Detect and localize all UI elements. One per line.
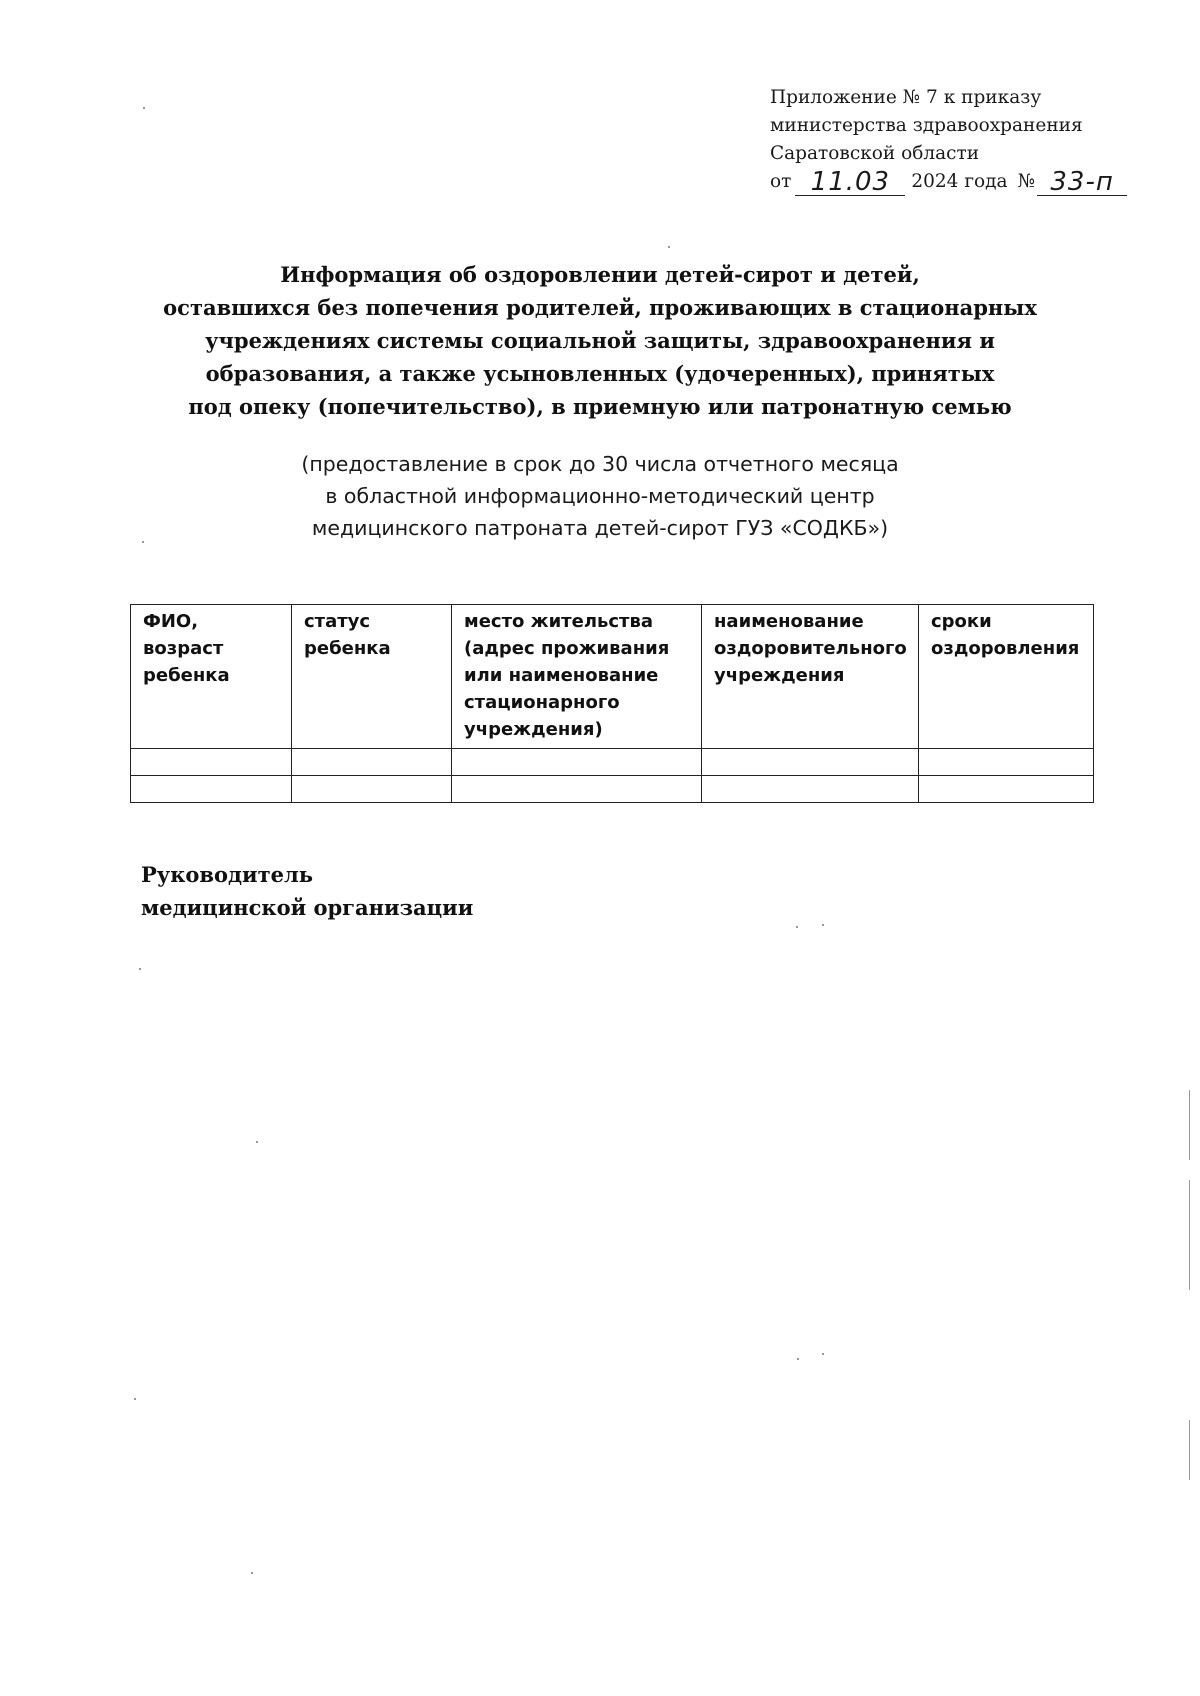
table-cell[interactable] <box>131 749 292 776</box>
table-header-row <box>131 605 1094 749</box>
header-text: ребенка <box>304 638 391 659</box>
table-row <box>131 776 1094 803</box>
scan-speck <box>796 926 798 928</box>
header-text: стационарного <box>464 692 620 713</box>
header-name-age <box>131 605 292 749</box>
table-row <box>131 749 1094 776</box>
table-cell[interactable] <box>702 776 919 803</box>
header-text: (адрес проживания <box>464 638 670 659</box>
scan-speck <box>134 1398 136 1400</box>
table-cell[interactable] <box>919 776 1094 803</box>
document-title <box>100 258 1100 423</box>
header-text: наименование <box>714 611 864 632</box>
appendix-block <box>770 84 1170 196</box>
scan-edge-mark <box>1189 1180 1190 1290</box>
scan-speck <box>822 1353 824 1355</box>
order-date-line <box>770 168 1170 196</box>
header-text: статус <box>304 611 371 632</box>
submission-note <box>100 448 1100 544</box>
header-child-status <box>292 605 452 749</box>
note-line: медицинского патроната детей-сирот ГУЗ «СОДКБ») <box>311 516 889 540</box>
title-line: образования, а также усыновленных (удочеренных), принятых <box>205 361 995 386</box>
title-line: Информация об оздоровлении детей-сирот и детей, <box>280 262 920 287</box>
scan-speck <box>668 246 670 248</box>
header-text: сроки <box>931 611 992 632</box>
header-text: ребенка <box>143 665 230 686</box>
header-text: ФИО, <box>143 611 199 632</box>
scan-speck <box>139 968 141 970</box>
header-text: возраст <box>143 638 224 659</box>
table-cell[interactable] <box>702 749 919 776</box>
title-line: оставшихся без попечения родителей, проживающих в стационарных <box>163 295 1037 320</box>
handwritten-date: 11.03 <box>795 169 905 196</box>
header-text: учреждения) <box>464 719 603 740</box>
scan-speck <box>256 1141 258 1143</box>
report-table <box>130 604 1094 803</box>
number-prefix: № <box>1017 171 1036 192</box>
handwritten-order-number: 33-п <box>1037 169 1127 196</box>
header-text: оздоровления <box>931 638 1080 659</box>
header-residence <box>452 605 702 749</box>
year-text: 2024 года <box>911 171 1008 192</box>
scan-edge-mark <box>1189 1090 1190 1160</box>
appendix-line-1: Приложение № 7 к приказу <box>770 87 1042 108</box>
title-line: учреждениях системы социальной защиты, здравоохранения и <box>205 328 995 353</box>
appendix-line-2: министерства здравоохранения <box>770 115 1083 136</box>
header-text: место жительства <box>464 611 654 632</box>
date-prefix: от <box>770 171 792 192</box>
table-cell[interactable] <box>919 749 1094 776</box>
table-cell[interactable] <box>131 776 292 803</box>
table-cell[interactable] <box>452 776 702 803</box>
table-cell[interactable] <box>452 749 702 776</box>
header-text: или наименование <box>464 665 659 686</box>
scan-speck <box>251 1572 253 1574</box>
header-health-institution <box>702 605 919 749</box>
signature-block <box>141 858 473 924</box>
scan-speck <box>822 924 824 926</box>
signature-line-1: Руководитель <box>141 862 314 887</box>
header-text: учреждения <box>714 665 845 686</box>
header-health-period <box>919 605 1094 749</box>
table-cell[interactable] <box>292 749 452 776</box>
note-line: (предоставление в срок до 30 числа отчетного месяца <box>301 452 899 476</box>
appendix-line-3: Саратовской области <box>770 143 980 164</box>
note-line: в областной информационно-методический центр <box>325 484 875 508</box>
signature-line-2: медицинской организации <box>141 895 474 920</box>
scan-speck <box>797 1358 799 1360</box>
scan-speck <box>143 107 145 109</box>
scan-speck <box>142 541 144 543</box>
table-cell[interactable] <box>292 776 452 803</box>
scan-edge-mark <box>1189 1420 1190 1480</box>
header-text: оздоровительного <box>714 638 907 659</box>
title-line: под опеку (попечительство), в приемную или патронатную семью <box>188 394 1012 419</box>
